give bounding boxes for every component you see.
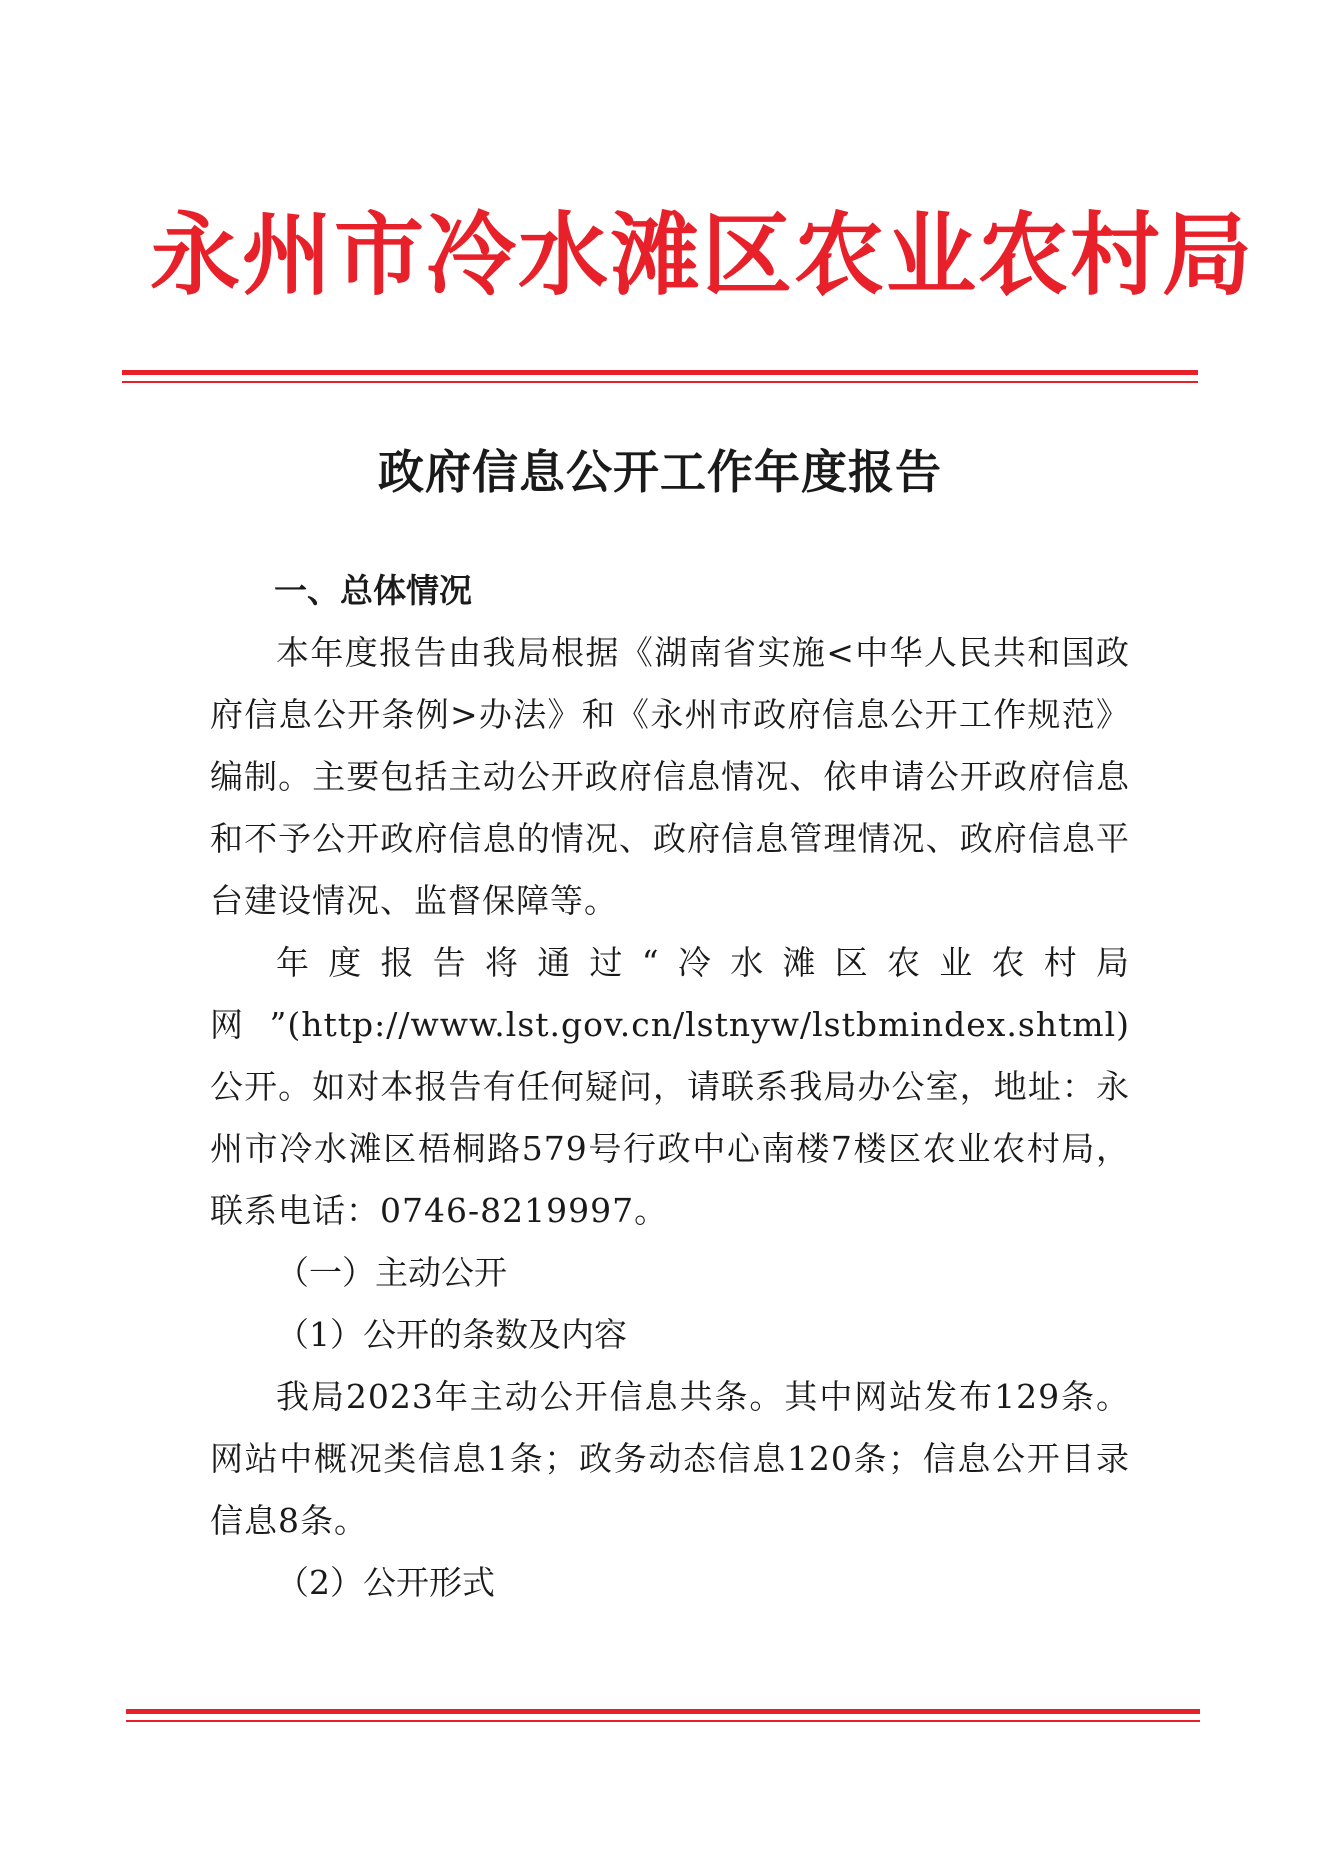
paragraph-publication: 年度报告将通过“冷水滩区农业农村局网”(http://www.lst.gov.cn/lstnyw/lstbmindex.shtml) 公开。如对本报告有任何疑问，请联系我局办公室，地址：永州市冷水滩区梧桐路579号行政中心南楼7楼区农业农村局，联系电话：0746-8219997。 <box>210 943 1130 1230</box>
subsection-heading-active-disclosure: （一）主动公开 <box>276 1253 507 1292</box>
letterhead-divider-thick <box>122 370 1198 375</box>
footer-divider-thick <box>126 1709 1200 1714</box>
document-title: 政府信息公开工作年度报告 <box>378 445 942 499</box>
paragraph-basis: 本年度报告由我局根据《湖南省实施<中华人民共和国政府信息公开条例>办法》和《永州市政府信息公开工作规范》编制。主要包括主动公开政府信息情况、依申请公开政府信息和不予公开政府信息的情况、政府信息管理情况、政府信息平台建设情况、监督保障等。 <box>210 633 1130 920</box>
document-body <box>210 560 1130 1614</box>
section-heading-overview: 一、总体情况 <box>274 571 472 610</box>
letterhead-divider-thin <box>122 381 1198 383</box>
item-heading-count-content: （1）公开的条数及内容 <box>276 1315 627 1354</box>
footer-divider-thin <box>126 1720 1200 1722</box>
letterhead-org-name: 永州市冷水滩区农业农村局 <box>150 202 1254 308</box>
paragraph-statistics: 我局2023年主动公开信息共条。其中网站发布129条。网站中概况类信息1条；政务动态信息120条；信息公开目录信息8条。 <box>210 1377 1130 1540</box>
item-heading-disclosure-form: （2）公开形式 <box>276 1563 495 1602</box>
